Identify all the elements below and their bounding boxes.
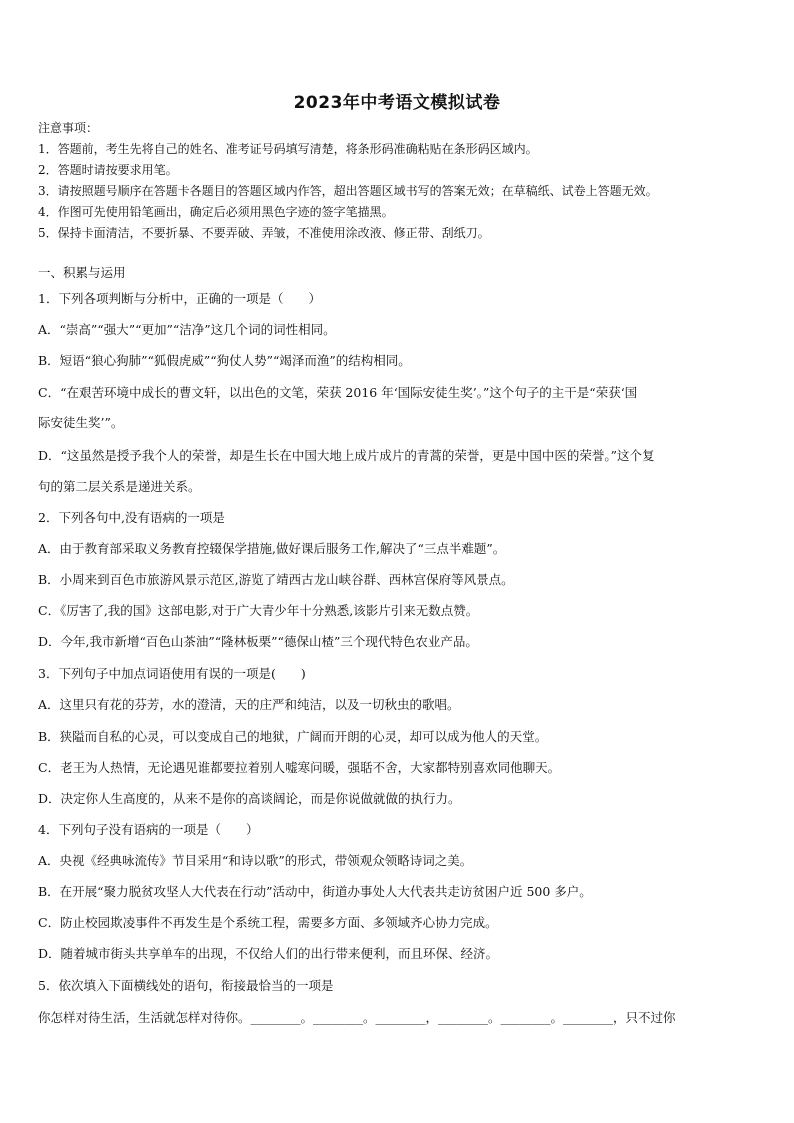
- option-a: A．这里只有花的芬芳，水的澄清，天的庄严和纯洁，以及一切秋虫的歌唱。: [38, 697, 460, 712]
- option-d-cont: 句的第二层关系是递进关系。: [38, 479, 201, 494]
- notice-item: 1．答题前，考生先将自己的姓名、准考证号码填写清楚，将条形码准确粘贴在条形码区域内。: [38, 142, 538, 156]
- notice-item: 2．答题时请按要求用笔。: [38, 163, 178, 177]
- option-c: C．防止校园欺凌事件不再发生是个系统工程，需要多方面、多领域齐心协力完成。: [38, 915, 498, 930]
- section-heading: 一、积累与运用: [38, 265, 126, 280]
- option-c: C．“在艰苦环境中成长的曹文轩，以出色的文笔，荣获 2016 年‘国际安徒生奖’。”这个句子的主干是“荣获‘国: [38, 385, 638, 400]
- option-b: B．狭隘而自私的心灵，可以变成自己的地狱，广阔而开朗的心灵，却可以成为他人的天堂。: [38, 729, 548, 744]
- question-stem: 1．下列各项判断与分析中，正确的一项是（ ）: [38, 291, 321, 306]
- question-stem: 2．下列各句中,没有语病的一项是: [38, 510, 225, 525]
- option-d: D．决定你人生高度的，从来不是你的高谈阔论，而是你说做就做的执行力。: [38, 791, 461, 806]
- option-c: C．老王为人热情，无论遇见谁都要拉着别人嘘寒问暖，强聒不舍，大家都特别喜欢同他聊天。: [38, 760, 561, 775]
- question-stem: 3．下列句子中加点词语使用有误的一项是( ): [38, 666, 306, 681]
- option-c-cont: 际安徒生奖’”。: [38, 415, 124, 430]
- question-stem: 4．下列句子没有语病的一项是（ ）: [38, 822, 259, 837]
- fill-in-line: 你怎样对待生活，生活就怎样对待你。________。________。________，________。________。________，只不过你: [38, 1010, 676, 1025]
- option-b: B．在开展“聚力脱贫攻坚人大代表在行动”活动中，街道办事处人大代表共走访贫困户近 500 多户。: [38, 884, 592, 899]
- option-d: D．“这虽然是授予我个人的荣誉，却是生长在中国大地上成片成片的青蒿的荣誉，更是中国中医的荣誉。”这个复: [38, 448, 655, 463]
- page-title: 2023年中考语文模拟试卷: [293, 93, 501, 113]
- notice-item: 3．请按照题号顺序在答题卡各题目的答题区域内作答，超出答题区域书写的答案无效；在草稿纸、试卷上答题无效。: [38, 184, 658, 198]
- option-b: B．小周来到百色市旅游风景示范区,游览了靖西古龙山峡谷群、西林宫保府等风景点。: [38, 572, 514, 587]
- option-a: A．央视《经典咏流传》节目采用“和诗以歌”的形式，带领观众领略诗词之美。: [38, 853, 473, 868]
- notice-item: 4．作图可先使用铅笔画出，确定后必须用黑色字迹的签字笔描黑。: [38, 205, 394, 219]
- option-d: D．随着城市街头共享单车的出现，不仅给人们的出行带来便利，而且环保、经济。: [38, 946, 499, 961]
- notice-item: 5．保持卡面清洁，不要折暴、不要弄破、弄皱，不准使用涂改液、修正带、刮纸刀。: [38, 226, 490, 240]
- option-a: A．由于教育部采取义务教育控辍保学措施,做好课后服务工作,解决了“三点半难题”。: [38, 541, 506, 556]
- option-d: D．今年,我市新增“百色山茶油”“隆林板栗”“德保山楂”三个现代特色农业产品。: [38, 634, 478, 649]
- option-a: A．“崇高”“强大”“更加”“洁净”这几个词的词性相同。: [38, 322, 336, 337]
- notice-heading: 注意事项：: [38, 121, 99, 135]
- question-stem: 5．依次填入下面横线处的语句，衔接最恰当的一项是: [38, 978, 334, 993]
- option-c: C．《厉害了,我的国》这部电影,对于广大青少年十分熟悉,该影片引来无数点赞。: [38, 603, 479, 618]
- option-b: B．短语“狼心狗肺”“狐假虎威”“狗仗人势”“竭泽而渔”的结构相同。: [38, 353, 411, 368]
